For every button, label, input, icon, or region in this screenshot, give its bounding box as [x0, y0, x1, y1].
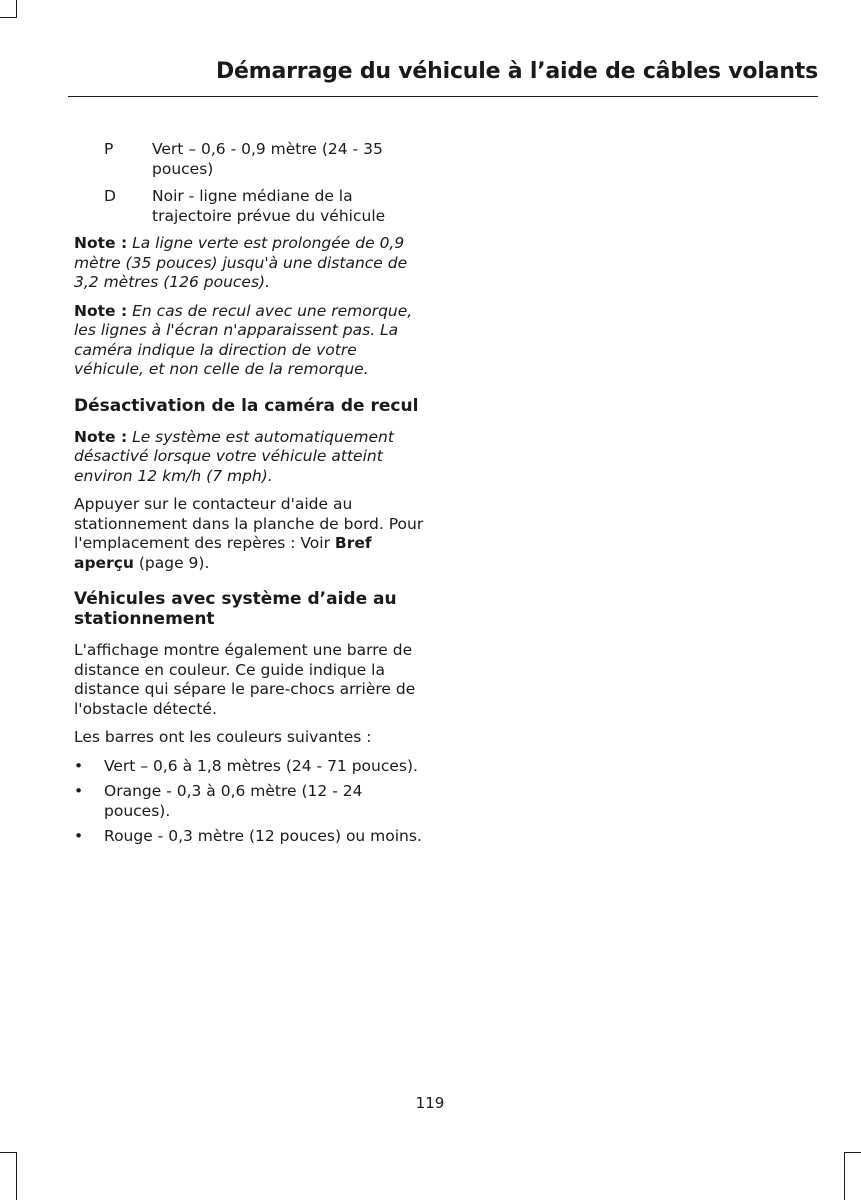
crop-mark-top-left-v	[16, 0, 17, 18]
main-column	[74, 140, 430, 853]
crop-mark-bottom-right-h	[844, 1152, 861, 1153]
note-green-line	[74, 234, 430, 293]
note-text: En cas de recul avec une remorque, les lignes à l'écran n'apparaissent pas. La caméra indique la direction de votre véhicule, et non celle de la remorque.	[74, 301, 413, 378]
legend-text: Vert – 0,6 - 0,9 mètre (24 - 35 pouces)	[152, 140, 383, 178]
bullet-icon: •	[74, 756, 84, 775]
bullet-item-red	[74, 827, 430, 847]
page-number: 119	[415, 1094, 445, 1112]
paragraph-distance-bar: L'affichage montre également une barre de distance en couleur. Ce guide indique la distance qui sépare le pare-chocs arrière de l'obstacle détecté.	[74, 641, 416, 718]
note-text: La ligne verte est prolongée de 0,9 mètre (35 pouces) jusqu'à une distance de 3,2 mètres (126 pouces).	[74, 234, 408, 291]
paragraph-bar-colors: Les barres ont les couleurs suivantes :	[74, 728, 372, 746]
header-rule	[68, 96, 818, 97]
legend-text: Noir - ligne médiane de la trajectoire prévue du véhicule	[152, 187, 386, 225]
paragraph-parking-switch	[74, 495, 430, 573]
bullet-icon: •	[74, 782, 84, 800]
cross-reference-link[interactable]: Bref aperçu	[74, 534, 372, 572]
note-text: Le système est automatiquement désactivé lorsque votre véhicule atteint environ 12 km/h (7 mph).	[74, 427, 394, 485]
note-trailer	[74, 302, 430, 380]
crop-mark-top-left-h	[0, 17, 17, 18]
note-label: Note :	[74, 234, 128, 252]
note-label: Note :	[74, 301, 128, 320]
page-header-title: Démarrage du véhicule à l’aide de câbles volants	[216, 59, 818, 84]
crop-mark-bottom-right-v	[844, 1152, 845, 1200]
bullet-item-orange	[74, 782, 430, 821]
legend-key: P	[104, 140, 114, 158]
legend-row-p	[104, 140, 430, 179]
bullet-text: Vert – 0,6 à 1,8 mètres (24 - 71 pouces).	[104, 756, 418, 775]
section-heading-camera-off: Désactivation de la caméra de recul	[74, 395, 419, 416]
legend-row-d	[104, 187, 430, 226]
note-label: Note :	[74, 427, 128, 446]
crop-mark-bottom-left-h	[0, 1152, 17, 1153]
crop-mark-bottom-left-v	[16, 1152, 17, 1200]
bullet-text: Orange - 0,3 à 0,6 mètre (12 - 24 pouces).	[104, 782, 363, 820]
page-reference: (page 9).	[133, 553, 210, 572]
bullet-item-green	[74, 757, 430, 777]
note-auto-off	[74, 428, 430, 487]
section-heading-parking-aid: Véhicules avec système d’aide au stationnement	[74, 589, 397, 629]
bullet-text: Rouge - 0,3 mètre (12 pouces) ou moins.	[104, 827, 422, 845]
legend-key: D	[104, 187, 116, 205]
bullet-icon: •	[74, 827, 84, 845]
paragraph-text: Appuyer sur le contacteur d'aide au stationnement dans la planche de bord. Pour l'emplacement des repères : Voir	[74, 495, 424, 552]
